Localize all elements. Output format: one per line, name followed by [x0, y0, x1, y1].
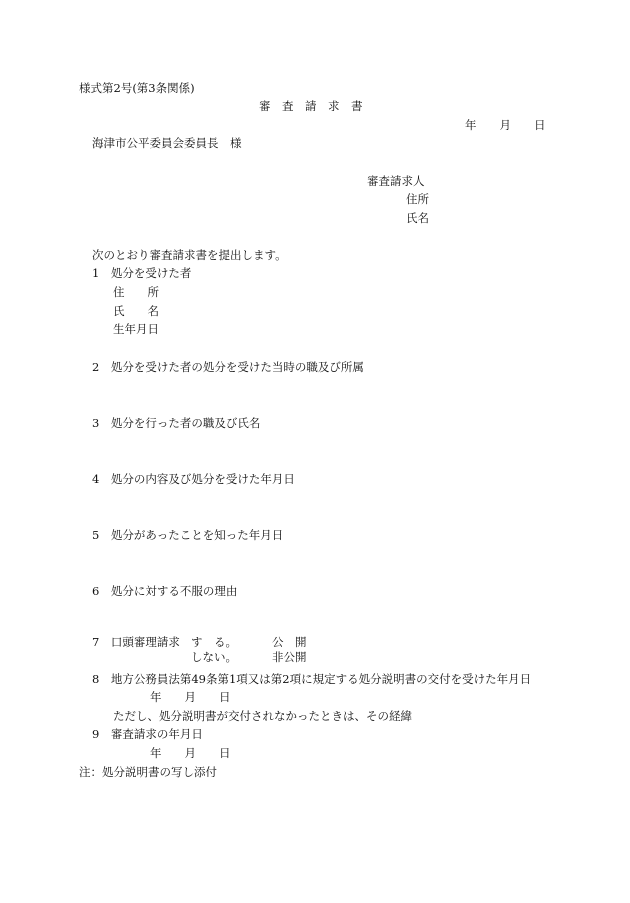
item-1-birthdate-label: 生年月日: [113, 322, 159, 336]
requester-heading: 審査請求人: [367, 174, 425, 188]
oral-hearing-private: 非公開: [272, 650, 307, 664]
oral-hearing-option-no: しない。: [191, 650, 237, 664]
item-1-name-label: 氏 名: [113, 304, 159, 318]
item-5-label: 5 処分があったことを知った年月日: [92, 528, 284, 542]
addressee: 海津市公平委員会委員長 様: [92, 136, 242, 150]
submission-date: 年 月 日: [465, 118, 546, 132]
item-8-proviso: ただし、処分説明書が交付されなかったときは、その経緯: [113, 709, 412, 723]
requester-name-label: 氏名: [406, 211, 429, 225]
intro-text: 次のとおり審査請求書を提出します。: [92, 248, 287, 262]
document-title: 審 査 請 求 書: [259, 99, 363, 113]
item-6-label: 6 処分に対する不服の理由: [92, 584, 238, 598]
item-8-label: 8 地方公務員法第49条第1項又は第2項に規定する処分説明書の交付を受けた年月日: [92, 672, 532, 686]
item-9-label: 9 審査請求の年月日: [92, 727, 203, 741]
item-1-label: 1 処分を受けた者: [92, 266, 192, 280]
oral-hearing-public: 公 開: [272, 635, 307, 649]
item-2-label: 2 処分を受けた者の処分を受けた当時の職及び所属: [92, 360, 364, 374]
item-7-label: 7 口頭審理請求: [92, 635, 180, 649]
item-1-address-label: 住 所: [113, 285, 159, 299]
item-3-label: 3 処分を行った者の職及び氏名: [92, 416, 261, 430]
item-9-date: 年 月 日: [150, 746, 231, 760]
oral-hearing-option-yes: す る。: [191, 635, 237, 649]
form-number: 様式第2号(第3条関係): [79, 81, 195, 95]
footnote: 注：処分説明書の写し添付: [79, 765, 217, 779]
requester-address-label: 住所: [406, 192, 429, 206]
item-8-date: 年 月 日: [150, 690, 231, 704]
item-4-label: 4 処分の内容及び処分を受けた年月日: [92, 472, 295, 486]
